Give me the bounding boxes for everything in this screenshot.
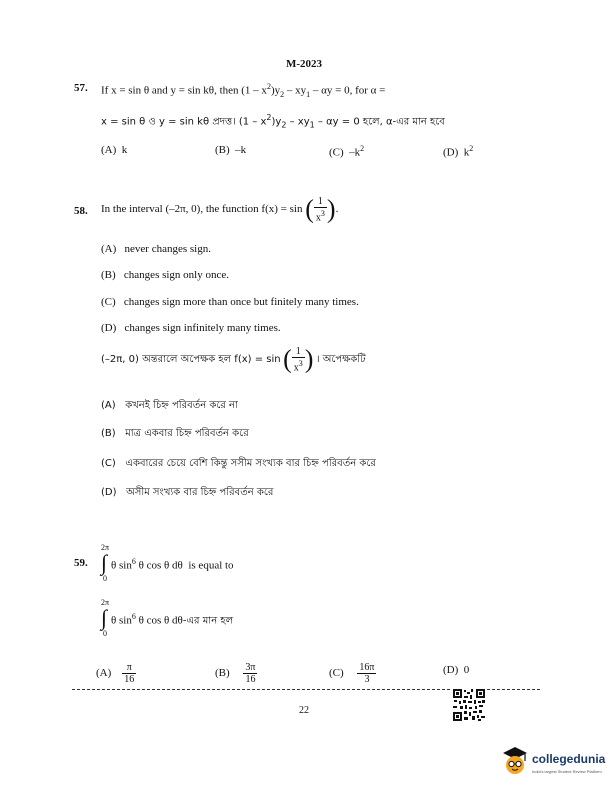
brand-tagline: India's largest Student Review Platform [532,769,602,774]
q58-fraction: $\frac{1}{x^3}$ [315,195,325,224]
q59-upper-limit-bn: 2π [101,598,110,607]
q57-option-a[interactable]: (A) k [101,144,128,156]
q57-stem-bn: x = sin θ ও y = sin kθ প্রদত্ত। $(1 - x^2)y_2 - xy_1 - \alpha y = 0$ হলে, α-এর মান হবে [101,113,445,130]
q59-upper-limit: 2π [101,543,110,552]
brand-name[interactable]: collegedunia [532,752,606,766]
q58-stem-bn: (–2π, 0) অন্তরালে অপেক্ষক হল f(x) = sin ( $\frac{1}{x^3}$ ) । অপেক্ষকটি [101,344,366,374]
q57-option-b[interactable]: (B) –k [215,144,247,156]
q58-option-d-en[interactable]: (D) changes sign infinitely many times. [101,322,281,334]
q58-option-a-bn[interactable]: (A) কখনই চিহ্ন পরিবর্তন করে না [101,400,238,411]
q59-option-d[interactable]: (D) 0 [443,664,470,676]
q58-option-d-bn[interactable]: (D) অসীম সংখ্যক বার চিহ্ন পরিবর্তন করে [101,487,274,498]
q59-stem-bn: θ $\sin^6 \theta$ cos θ dθ-এর মান হল [111,612,234,627]
q59-option-a[interactable]: (A) $\frac{\pi}{16}$ [96,661,135,685]
integral-icon: ∫ [101,550,108,575]
page-number: 22 [299,705,309,716]
q58-option-b-bn[interactable]: (B) মাত্র একবার চিহ্ন পরিবর্তন করে [101,428,249,439]
q59-lower-limit-bn: 0 [103,629,107,638]
q57-number: 57. [74,82,88,94]
q58-option-a-en[interactable]: (A) never changes sign. [101,243,211,255]
integral-icon-bn: ∫ [101,605,108,630]
page-header-code: M-2023 [286,58,323,70]
q59-option-b[interactable]: (B) $\frac{3\pi}{16}$ [215,661,256,685]
q58-option-c-bn[interactable]: (C) একবারের চেয়ে বেশি কিন্তু সসীম সংখ্যক বার চিহ্ন পরিবর্তন করে [101,458,376,469]
q57-stem-en: If x = sin θ and y = sin kθ, then $(1 - x^2)y_2 - xy_1 - \alpha y = 0$, for α = [101,82,386,99]
q59-lower-limit: 0 [103,574,107,583]
q59-stem-en: θ $\sin^6 \theta$ cos θ dθ is equal to [111,557,234,572]
q59-number: 59. [74,557,88,569]
q58-option-b-en[interactable]: (B) changes sign only once. [101,269,230,281]
q59-option-c[interactable]: (C) $\frac{16\pi}{3}$ [329,661,375,685]
collegedunia-logo-icon [500,744,530,778]
q58-number: 58. [74,205,88,217]
q57-option-c[interactable]: (C) $-k^2$ [329,144,365,159]
qr-code-icon [452,688,486,722]
q58-fraction-bn: $\frac{1}{x^3}$ [293,346,303,374]
q57-option-d[interactable]: (D) $k^2$ [443,144,474,159]
q58-stem-en: In the interval (–2π, 0), the function f(x) = sin ( $\frac{1}{x^3}$ ). [101,194,339,224]
q58-option-c-en[interactable]: (C) changes sign more than once but finitely many times. [101,296,359,308]
